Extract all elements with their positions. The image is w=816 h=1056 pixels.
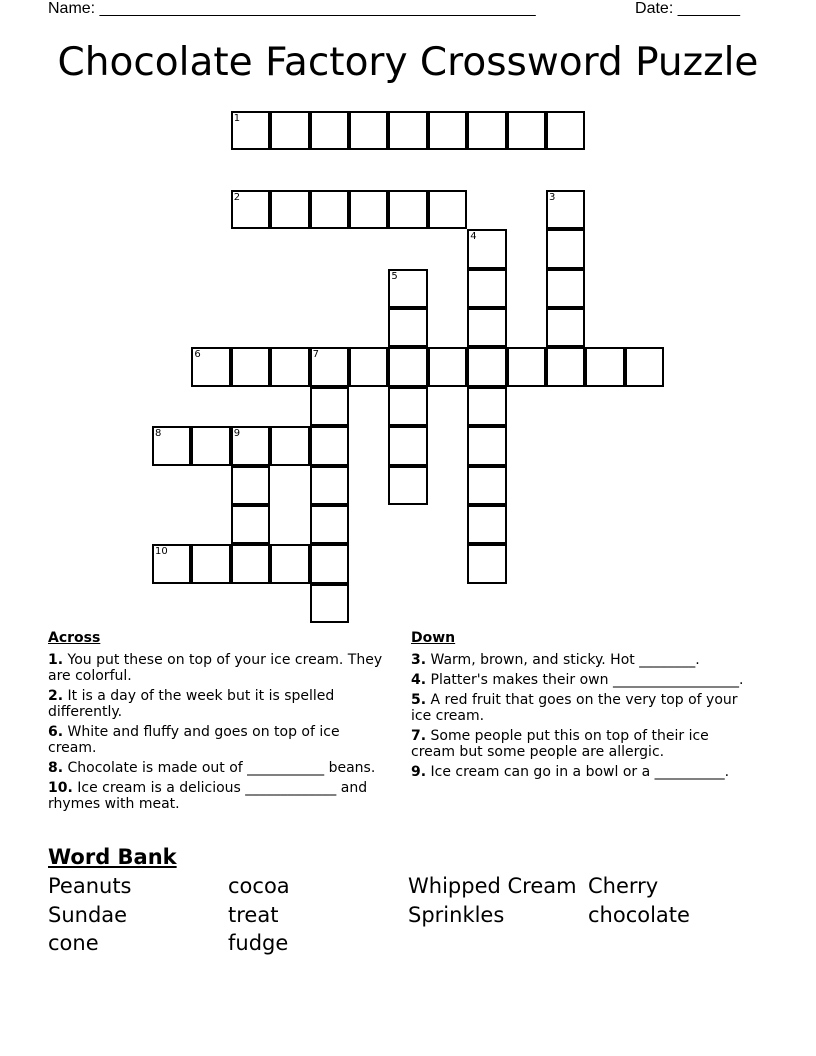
crossword-cell[interactable] (546, 347, 585, 386)
clue-number: 3 (549, 191, 556, 203)
crossword-cell[interactable] (191, 347, 230, 386)
crossword-cell[interactable] (546, 269, 585, 308)
crossword-cell[interactable] (507, 347, 546, 386)
word-bank-word: chocolate (588, 903, 690, 927)
clue-down-3: 3. Warm, brown, and sticky. Hot ________. (411, 652, 700, 668)
crossword-cell[interactable] (467, 269, 506, 308)
clue-down-4: 4. Platter's makes their own __________________. (411, 672, 744, 688)
crossword-cell[interactable] (388, 387, 427, 426)
crossword-cell[interactable] (310, 466, 349, 505)
word-bank-word: fudge (228, 931, 289, 955)
word-bank-word: Cherry (588, 874, 659, 898)
clue-across-2: 2. It is a day of the week but it is spelled differently. (48, 688, 335, 720)
crossword-cell[interactable] (191, 544, 230, 583)
clue-number: 4 (470, 231, 477, 243)
crossword-cell[interactable] (231, 505, 270, 544)
clue-across-10: 10. Ice cream is a delicious _____________ and rhymes with meat. (48, 780, 368, 812)
crossword-cell[interactable] (388, 190, 427, 229)
crossword-cell[interactable] (467, 347, 506, 386)
crossword-cell[interactable] (270, 544, 309, 583)
date-field[interactable]: Date: _______ (635, 0, 740, 17)
crossword-cell[interactable] (388, 347, 427, 386)
crossword-cell[interactable] (310, 347, 349, 386)
word-bank-word: Peanuts (48, 874, 132, 898)
crossword-cell[interactable] (310, 387, 349, 426)
crossword-cell[interactable] (507, 111, 546, 150)
crossword-cell[interactable] (467, 505, 506, 544)
down-clues (411, 630, 746, 784)
clue-number: 8 (155, 428, 162, 440)
crossword-cell[interactable] (467, 544, 506, 583)
crossword-cell[interactable] (467, 426, 506, 465)
crossword-cell[interactable] (310, 426, 349, 465)
crossword-cell[interactable] (428, 347, 467, 386)
crossword-cell[interactable] (231, 111, 270, 150)
clue-across-8: 8. Chocolate is made out of ___________ beans. (48, 760, 376, 776)
word-bank-word: Sundae (48, 903, 128, 927)
crossword-cell[interactable] (310, 544, 349, 583)
crossword-cell[interactable] (388, 308, 427, 347)
crossword-cell[interactable] (546, 111, 585, 150)
down-heading: Down (411, 630, 456, 646)
crossword-cell[interactable] (310, 584, 349, 623)
word-bank-title: Word Bank (48, 845, 177, 869)
across-heading: Across (48, 630, 101, 646)
word-bank-word: treat (228, 903, 279, 927)
crossword-cell[interactable] (546, 308, 585, 347)
across-clues (48, 630, 383, 816)
crossword-cell[interactable] (388, 269, 427, 308)
crossword-cell[interactable] (467, 111, 506, 150)
crossword-cell[interactable] (388, 466, 427, 505)
crossword-cell[interactable] (546, 190, 585, 229)
crossword-cell[interactable] (467, 308, 506, 347)
clue-down-9: 9. Ice cream can go in a bowl or a __________. (411, 764, 730, 780)
crossword-cell[interactable] (467, 229, 506, 268)
crossword-cell[interactable] (625, 347, 664, 386)
crossword-cell[interactable] (467, 387, 506, 426)
clue-down-5: 5. A red fruit that goes on the very top of your ice cream. (411, 692, 738, 724)
clue-number: 1 (233, 113, 241, 124)
crossword-cell[interactable] (152, 426, 191, 465)
clue-number: 5 (391, 270, 398, 282)
crossword-cell[interactable] (349, 190, 388, 229)
clue-number: 6 (194, 349, 201, 361)
clue-across-1: 1. You put these on top of your ice cream. They are colorful. (48, 652, 383, 684)
crossword-cell[interactable] (231, 544, 270, 583)
crossword-cell[interactable] (231, 190, 270, 229)
clue-across-6: 6. White and fluffy and goes on top of ice cream. (48, 724, 340, 756)
crossword-cell[interactable] (388, 426, 427, 465)
word-bank-word: Whipped Cream (408, 874, 577, 898)
crossword-cell[interactable] (270, 347, 309, 386)
word-bank-word: Sprinkles (408, 903, 505, 927)
crossword-cell[interactable] (349, 111, 388, 150)
clue-number: 9 (233, 428, 241, 440)
crossword-cell[interactable] (546, 229, 585, 268)
crossword-cell[interactable] (349, 347, 388, 386)
clue-number: 2 (233, 191, 241, 203)
crossword-cell[interactable] (585, 347, 624, 386)
crossword-cell[interactable] (428, 111, 467, 150)
crossword-cell[interactable] (270, 190, 309, 229)
word-bank-word: cocoa (228, 874, 290, 898)
word-bank-word: cone (48, 931, 99, 955)
crossword-cell[interactable] (467, 466, 506, 505)
clue-number: 10 (155, 546, 168, 558)
page-title: Chocolate Factory Crossword Puzzle (57, 40, 759, 85)
clue-number: 7 (312, 349, 319, 361)
name-field[interactable]: Name: _________________________________________________ (48, 0, 536, 17)
crossword-cell[interactable] (231, 466, 270, 505)
crossword-cell[interactable] (388, 111, 427, 150)
crossword-cell[interactable] (310, 505, 349, 544)
crossword-cell[interactable] (231, 347, 270, 386)
crossword-cell[interactable] (310, 190, 349, 229)
crossword-cell[interactable] (428, 190, 467, 229)
crossword-cell[interactable] (231, 426, 270, 465)
clue-down-7: 7. Some people put this on top of their ice cream but some people are allergic. (411, 728, 709, 760)
crossword-cell[interactable] (270, 426, 309, 465)
crossword-cell[interactable] (270, 111, 309, 150)
crossword-cell[interactable] (191, 426, 230, 465)
crossword-cell[interactable] (310, 111, 349, 150)
crossword-cell[interactable] (152, 544, 191, 583)
